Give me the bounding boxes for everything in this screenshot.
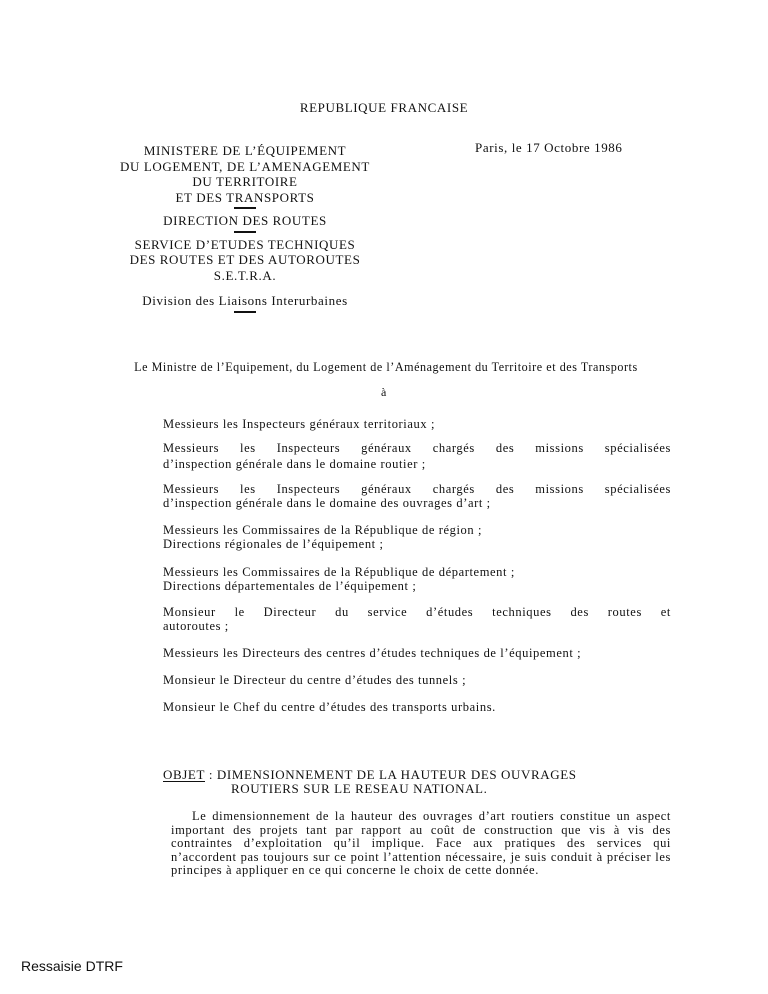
recipient-line: d’inspection générale dans le domaine routier ; bbox=[163, 457, 426, 471]
recipient-item bbox=[163, 482, 671, 510]
ministry-line: MINISTERE DE L’ÉQUIPEMENT bbox=[143, 143, 347, 158]
recipient-item bbox=[163, 417, 671, 431]
separator-rule bbox=[234, 311, 256, 313]
separator-rule bbox=[234, 231, 256, 233]
recipient-line: Messieurs les Commissaires de la République de département ; bbox=[163, 565, 515, 579]
recipient-line: Directions départementales de l’équipement ; bbox=[163, 579, 417, 593]
recipient-item bbox=[163, 565, 671, 593]
recipient-line: autoroutes ; bbox=[163, 619, 229, 633]
recipient-line: Messieurs les Directeurs des centres d’études techniques de l’équipement ; bbox=[163, 646, 582, 660]
separator-rule bbox=[234, 207, 256, 209]
letter-date: Paris, le 17 Octobre 1986 bbox=[475, 140, 623, 155]
subject-line: ROUTIERS SUR LE RESEAU NATIONAL. bbox=[231, 781, 488, 796]
recipient-line: Monsieur le Directeur du service d’études techniques des routes et bbox=[163, 605, 671, 619]
recipient-item bbox=[163, 605, 671, 633]
recipient-item bbox=[163, 646, 671, 660]
recipient-line: Messieurs les Inspecteurs généraux chargés des missions spécialisées bbox=[163, 441, 671, 455]
recipient-line: Monsieur le Chef du centre d’études des transports urbains. bbox=[163, 700, 496, 714]
service-line: DES ROUTES ET DES AUTOROUTES bbox=[129, 252, 361, 267]
body-paragraph: Le dimensionnement de la hauteur des ouvrages d’art routiers constitue un aspect important des projets tant par rapport au coût de construction que vis à vis des contraintes d’exploitation qu’il implique. Face aux pratiques des services qui n’accordent pas toujours sur ce point l’attention nécessaire, je suis conduit à préciser les principes à appliquer en ce qui concerne le choix de cette donnée. bbox=[171, 809, 671, 877]
recipient-line: Messieurs les Commissaires de la République de région ; bbox=[163, 523, 483, 537]
ministry-line: ET DES TRANSPORTS bbox=[175, 189, 315, 205]
direction-line: DIRECTION DES ROUTES bbox=[163, 213, 327, 228]
recipient-line: Messieurs les Inspecteurs généraux territoriaux ; bbox=[163, 417, 436, 431]
republic-heading: REPUBLIQUE FRANCAISE bbox=[299, 100, 469, 115]
subject-separator: : bbox=[205, 767, 217, 782]
recipient-line: Monsieur le Directeur du centre d’études des tunnels ; bbox=[163, 673, 467, 687]
service-line: SERVICE D’ETUDES TECHNIQUES bbox=[134, 236, 356, 252]
to-line: à bbox=[381, 385, 387, 399]
subject-line: DIMENSIONNEMENT DE LA HAUTEUR DES OUVRAGES bbox=[216, 767, 577, 782]
sender-line: Le Ministre de l’Equipement, du Logement de l’Aménagement du Territoire et des Transports bbox=[134, 359, 638, 374]
recipient-item bbox=[163, 673, 671, 687]
recipient-line: Directions régionales de l’équipement ; bbox=[163, 537, 384, 551]
service-line: S.E.T.R.A. bbox=[213, 267, 277, 283]
ministry-line: DU TERRITOIRE bbox=[192, 174, 298, 189]
recipient-item bbox=[163, 441, 671, 471]
ministry-line: DU LOGEMENT, DE L’AMENAGEMENT bbox=[120, 158, 370, 174]
ministry-block bbox=[100, 143, 390, 317]
recipient-line: d’inspection générale dans le domaine des ouvrages d’art ; bbox=[163, 496, 491, 510]
subject-label: OBJET bbox=[163, 767, 205, 782]
recipient-line: Messieurs les Inspecteurs généraux chargés des missions spécialisées bbox=[163, 482, 671, 496]
recipient-item bbox=[163, 523, 671, 551]
recipient-item bbox=[163, 700, 671, 714]
division-line: Division des Liaisons Interurbaines bbox=[142, 293, 348, 308]
footer-note: Ressaisie DTRF bbox=[21, 958, 123, 974]
subject-block bbox=[163, 768, 577, 796]
